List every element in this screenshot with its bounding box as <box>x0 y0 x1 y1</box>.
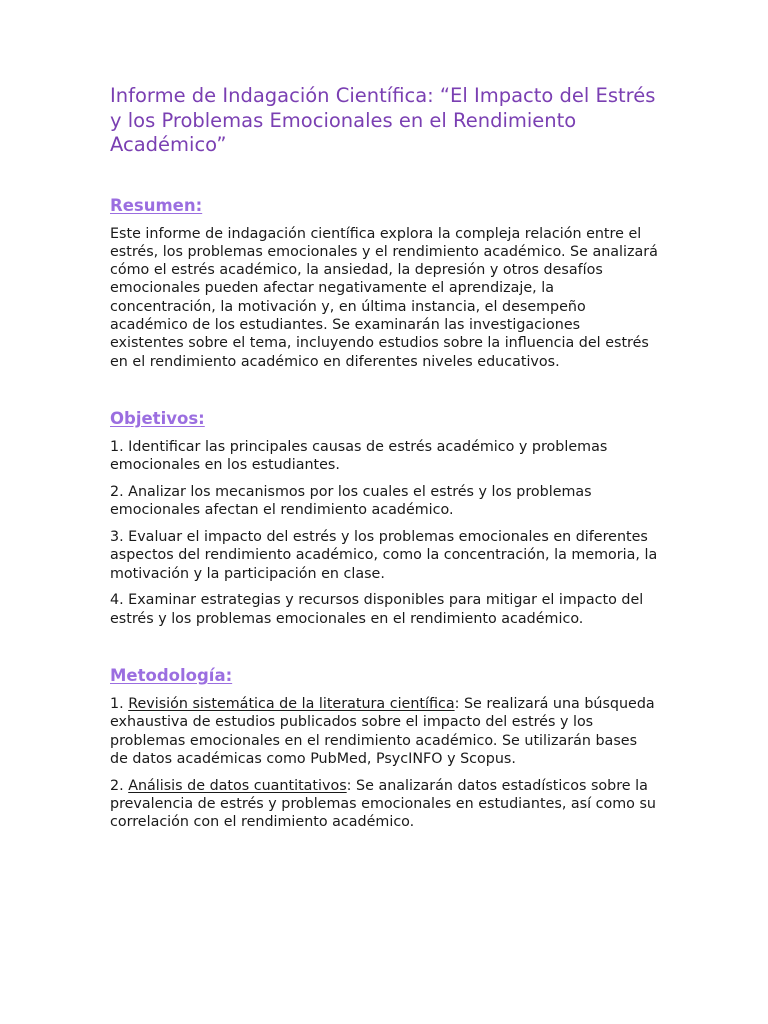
objetivo-item-2: 2. Analizar los mecanismos por los cuales el estrés y los problemas emocionales afectan el rendimiento académico. <box>110 483 592 519</box>
objetivos-list <box>110 438 658 628</box>
metodologia-item-term: Revisión sistemática de la literatura científica <box>128 696 455 713</box>
metodologia-item-number: 2. <box>110 777 129 794</box>
objetivo-item-4: 4. Examinar estrategias y recursos disponibles para mitigar el impacto del estrés y los problemas emocionales en el rendimiento académico. <box>110 592 644 627</box>
metodologia-heading: Metodología: <box>110 666 233 686</box>
metodologia-item-text: : Se realizará una búsqueda exhaustiva de estudios publicados sobre el impacto del estrés y los problemas emocionales en el rendimiento académico. Se utilizarán bases de datos académicas como PubMed, PsycINFO y Scopus. <box>110 696 655 767</box>
objetivo-item-1: 1. Identificar las principales causas de estrés académico y problemas emocionales en los estudiantes. <box>110 438 608 474</box>
document-title: Informe de Indagación Científica: “El Impacto del Estrés y los Problemas Emocionales en el Rendimiento Académico” <box>110 84 656 156</box>
document-page <box>110 84 658 832</box>
objetivo-item-3: 3. Evaluar el impacto del estrés y los problemas emocionales en diferentes aspectos del rendimiento académico, como la concentración, la memoria, la motivación y la participación en clase. <box>110 529 658 582</box>
metodologia-item-1 <box>110 695 658 768</box>
metodologia-item-term: Análisis de datos cuantitativos <box>128 777 347 794</box>
resumen-heading: Resumen: <box>110 195 203 215</box>
metodologia-list <box>110 695 658 832</box>
resumen-body: Este informe de indagación científica explora la compleja relación entre el estrés, los problemas emocionales y el rendimiento académico. Se analizará cómo el estrés académico, la ansiedad, la depresión y otros desafíos emocionales pueden afectar negativamente el aprendizaje, la concentración, la motivación y, en última instancia, el desempeño académico de los estudiantes. Se examinarán las investigaciones existentes sobre el tema, incluyendo estudios sobre la influencia del estrés en el rendimiento académico en diferentes niveles educativos. <box>110 225 658 370</box>
metodologia-item-text: : Se analizarán datos estadísticos sobre la prevalencia de estrés y problemas emocionales en estudiantes, así como su correlación con el rendimiento académico. <box>110 777 656 831</box>
objetivos-heading: Objetivos: <box>110 408 205 428</box>
metodologia-item-2 <box>110 777 658 832</box>
metodologia-item-number: 1. <box>110 696 129 713</box>
